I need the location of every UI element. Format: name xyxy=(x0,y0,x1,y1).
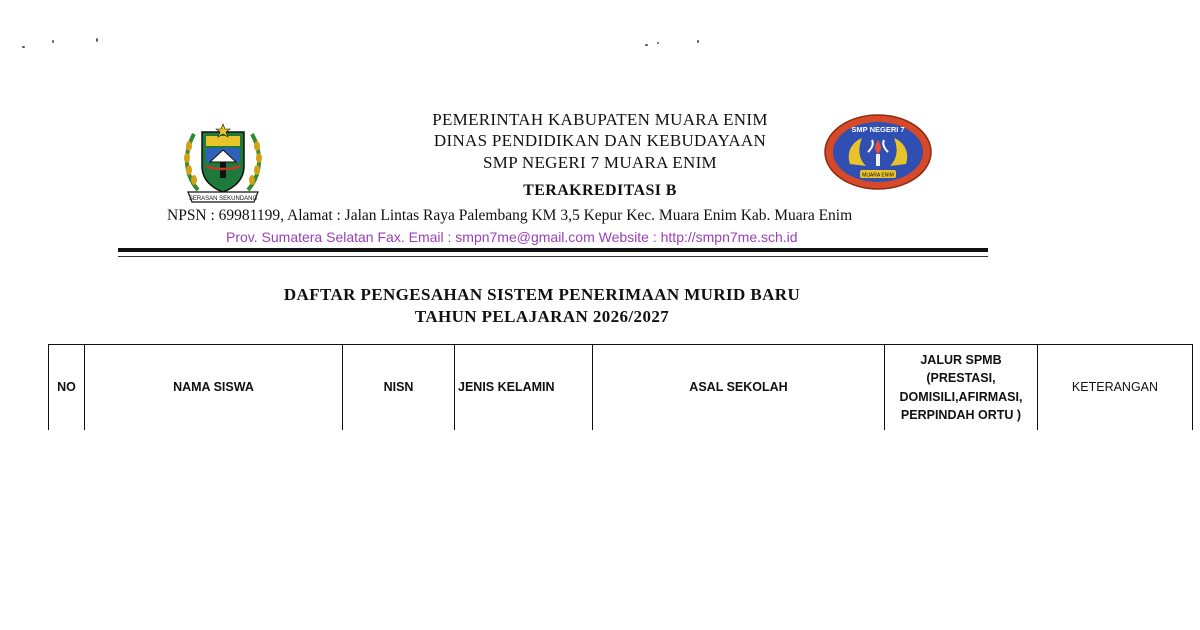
header-gender-label: JENIS KELAMIN xyxy=(458,380,555,395)
department-name: DINAS PENDIDIKAN DAN KEBUDAYAAN xyxy=(433,131,767,150)
header-origin-school-label: ASAL SEKOLAH xyxy=(689,380,788,395)
header-no-label: NO xyxy=(57,380,76,395)
school-logo-bottom-text: MUARA ENIM xyxy=(862,172,894,179)
header-origin-school xyxy=(593,345,885,431)
route-line-3: DOMISILI,AFIRMASI, xyxy=(899,389,1023,404)
route-line-1: JALUR SPMB xyxy=(920,353,1002,368)
scan-speck xyxy=(96,38,98,42)
scan-speck xyxy=(52,40,54,43)
school-contact: Prov. Sumatera Selatan Fax. Email : smpn7me@gmail.com Website : http://smpn7me.sch.id xyxy=(226,229,798,245)
school-name: SMP NEGERI 7 MUARA ENIM xyxy=(483,153,717,172)
academic-year: TAHUN PELAJARAN 2026/2027 xyxy=(414,307,670,326)
table-header-row xyxy=(49,345,1193,431)
scan-speck xyxy=(697,40,699,43)
header-notes xyxy=(1038,345,1193,431)
header-no xyxy=(49,345,85,431)
school-logo-text: SMP NEGERI 7 xyxy=(851,125,905,134)
header-nisn xyxy=(343,345,455,431)
header-student-name xyxy=(85,345,343,431)
scan-speck xyxy=(22,46,25,48)
school-address: NPSN : 69981199, Alamat : Jalan Lintas Raya Palembang KM 3,5 Kepur Kec. Muara Enim Kab. Muara Enim xyxy=(167,207,853,224)
document-title: DAFTAR PENGESAHAN SISTEM PENERIMAAN MURID BARU xyxy=(283,285,801,304)
letterhead-divider-thin xyxy=(118,256,988,257)
emblem-ribbon-text: SERASAN SEKUNDANG xyxy=(188,196,258,202)
header-notes-label: KETERANGAN xyxy=(1071,380,1159,394)
route-line-4: PERPINDAH ORTU ) xyxy=(900,407,1022,422)
route-line-2: (PRESTASI, xyxy=(926,371,996,386)
header-gender xyxy=(455,345,593,431)
scan-speck xyxy=(645,44,648,46)
letterhead-divider xyxy=(118,248,988,252)
scan-speck xyxy=(657,42,659,44)
header-student-name-label: NAMA SISWA xyxy=(173,380,254,395)
accreditation-status: TERAKREDITASI B xyxy=(523,182,677,199)
header-nisn-label: NISN xyxy=(383,380,414,395)
government-name: PEMERINTAH KABUPATEN MUARA ENIM xyxy=(432,110,768,129)
student-list-table xyxy=(48,344,1193,430)
header-admission-route xyxy=(885,345,1038,431)
